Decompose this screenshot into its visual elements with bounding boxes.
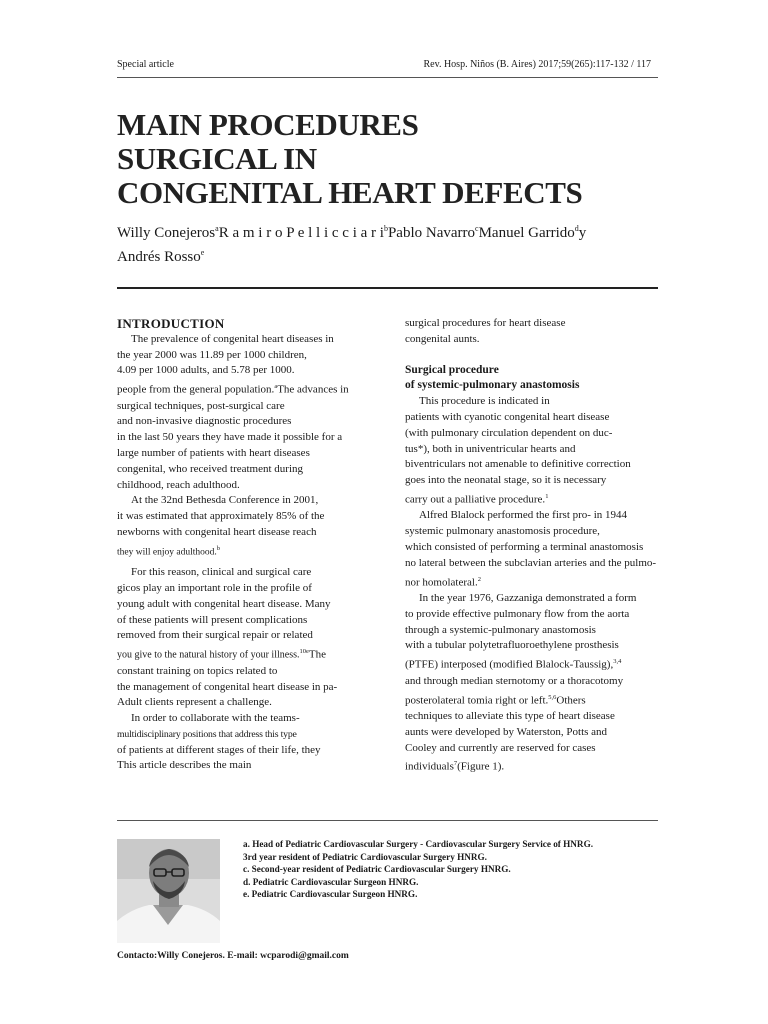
title-line-1: MAIN PROCEDURES bbox=[117, 107, 419, 142]
text-line: goes into the neonatal stage, so it is necessary bbox=[405, 474, 607, 487]
subsection-heading-line: Surgical procedure bbox=[405, 363, 499, 376]
text-line: The bbox=[308, 648, 326, 661]
footnote-item: c. Second-year resident of Pediatric Cardiovascular Surgery HNRG. bbox=[243, 864, 511, 874]
paragraph bbox=[405, 591, 661, 776]
footnote-item: 3rd year resident of Pediatric Cardiovascular Surgery HNRG. bbox=[243, 851, 487, 862]
text-line: nor homolateral. bbox=[405, 576, 478, 589]
text-line: to provide effective pulmonary flow from the aorta bbox=[405, 607, 630, 620]
text-line: Cooley and currently are reserved for cases bbox=[405, 741, 596, 754]
text-line: and through median sternotomy or a thoracotomy bbox=[405, 674, 624, 687]
text-line: At the 32nd Bethesda Conference in 2001, bbox=[131, 494, 319, 507]
subsection-heading bbox=[405, 363, 661, 395]
citation-mark: 7 bbox=[453, 760, 458, 768]
text-line: In the year 1976, Gazzaniga demonstrated a form bbox=[419, 592, 637, 605]
text-line: large number of patients with heart diseases bbox=[117, 447, 310, 460]
header-divider bbox=[117, 77, 658, 78]
text-line: patients with cyanotic congenital heart disease bbox=[405, 410, 610, 423]
affiliation-footnotes bbox=[243, 838, 688, 901]
right-column bbox=[405, 316, 661, 776]
citation-mark: a bbox=[274, 383, 278, 391]
text-line: young adult with congenital heart disease. Many bbox=[117, 597, 331, 610]
section-heading-introduction: INTRODUCTION bbox=[117, 316, 225, 331]
text-line: surgical procedures for heart disease bbox=[405, 317, 566, 329]
title-line-3: CONGENITAL HEART DEFECTS bbox=[117, 175, 583, 210]
text-line: (with pulmonary circulation dependent on duc- bbox=[405, 426, 613, 439]
text-line: the management of congenital heart disease in pa- bbox=[117, 680, 338, 693]
text-line: it was estimated that approximately 85% of the bbox=[117, 510, 325, 523]
text-line: For this reason, clinical and surgical care bbox=[131, 566, 312, 579]
text-line: of these patients will present complications bbox=[117, 613, 308, 626]
text-line: (Figure 1). bbox=[457, 761, 505, 773]
footnote-item: e. Pediatric Cardiovascular Surgeon HNRG. bbox=[243, 889, 418, 899]
journal-citation: Rev. Hosp. Niños (B. Aires) 2017;59(265):117-132 / 117 bbox=[423, 59, 651, 70]
author-name: R a m i r o P e l l i c c i a r i bbox=[218, 225, 384, 241]
text-line: 4.09 per 1000 adults, and 5.78 per 1000. bbox=[117, 364, 295, 377]
citation-mark: 5,6 bbox=[548, 693, 557, 701]
citation-mark: 1 bbox=[545, 492, 549, 500]
text-line: (PTFE) interposed (modified Blalock-Taussig), bbox=[405, 658, 614, 671]
text-line: surgical techniques, post-surgical care bbox=[117, 399, 285, 412]
paragraph bbox=[117, 493, 362, 561]
text-line: congenital, who received treatment during bbox=[117, 462, 304, 475]
citation-mark: 2 bbox=[477, 575, 481, 583]
text-line: Alfred Blalock performed the first pro- in 1944 bbox=[419, 509, 628, 522]
text-line: Others bbox=[556, 694, 586, 707]
text-line: the year 2000 was 11.89 per 1000 children, bbox=[117, 348, 307, 361]
text-line: removed from their surgical repair or related bbox=[117, 629, 313, 642]
text-line: and non-invasive diagnostic procedures bbox=[117, 415, 292, 428]
text-line: This article describes the main bbox=[117, 759, 252, 772]
text-line: multidisciplinary positions that address this type bbox=[117, 728, 297, 740]
author-affiliation-mark: b bbox=[383, 224, 388, 233]
text-line: congenital aunts. bbox=[405, 332, 480, 345]
paragraph bbox=[117, 332, 362, 494]
title-divider bbox=[117, 287, 658, 289]
paragraph bbox=[117, 711, 362, 774]
text-line: techniques to alleviate this type of heart disease bbox=[405, 709, 615, 722]
author-affiliation-mark: e bbox=[200, 248, 205, 257]
author-name: Willy Conejeros bbox=[117, 225, 216, 241]
citation-mark: 3,4 bbox=[613, 658, 622, 666]
text-line: gicos play an important role in the profile of bbox=[117, 582, 312, 595]
text-line: with a tubular polytetrafluoroethylene prosthesis bbox=[405, 639, 619, 652]
footnote-divider bbox=[117, 820, 658, 821]
text-line: systemic pulmonary anastomosis procedure, bbox=[405, 525, 600, 538]
footnote-item: a. Head of Pediatric Cardiovascular Surgery - Cardiovascular Surgery Service of HNRG. bbox=[243, 839, 594, 849]
citation-mark: b bbox=[216, 544, 220, 552]
author-name: Manuel Garrido bbox=[478, 225, 575, 241]
text-line: biventriculars not amenable to definitive correction bbox=[405, 458, 631, 471]
text-line: carry out a palliative procedure. bbox=[405, 493, 546, 506]
text-line: constant training on topics related to bbox=[117, 664, 278, 677]
text-line: newborns with congenital heart disease reach bbox=[117, 526, 317, 539]
text-line: In order to collaborate with the teams- bbox=[131, 712, 300, 725]
article-title bbox=[117, 108, 658, 210]
paragraph bbox=[405, 508, 661, 591]
text-line: in the last 50 years they have made it possible for a bbox=[117, 431, 343, 444]
text-line: The advances in bbox=[277, 383, 349, 396]
author-photo-illustration bbox=[117, 839, 220, 943]
text-line: no lateral between the subclavian arteries and the pulmo- bbox=[405, 556, 657, 569]
text-line: posterolateral tomia right or left. bbox=[405, 694, 549, 707]
author-name: Pablo Navarro bbox=[387, 225, 476, 241]
journal-section-label: Special article bbox=[117, 59, 174, 70]
author-list bbox=[117, 219, 658, 267]
text-line: This procedure is indicated in bbox=[419, 395, 550, 408]
text-line: of patients at different stages of their life, they bbox=[117, 743, 321, 756]
text-line: through a systemic-pulmonary anastomosis bbox=[405, 623, 596, 636]
text-line: childhood, reach adulthood. bbox=[117, 478, 240, 491]
author-affiliation-mark: c bbox=[475, 224, 479, 233]
title-line-2: SURGICAL IN bbox=[117, 141, 317, 176]
text-line: tus*), both in univentricular hearts and bbox=[405, 442, 576, 455]
author-affiliation-mark: d bbox=[574, 224, 579, 233]
text-line: you give to the natural history of your illness. bbox=[117, 649, 300, 661]
left-column bbox=[117, 316, 362, 774]
author-affiliation-mark: a bbox=[215, 224, 219, 233]
citation-mark: 10e bbox=[299, 648, 309, 656]
author-name: Andrés Rosso bbox=[117, 249, 201, 265]
author-connector: y bbox=[578, 225, 587, 241]
author-photo bbox=[117, 839, 220, 943]
text-line: people from the general population. bbox=[117, 383, 275, 396]
text-line: they will enjoy adulthood. bbox=[117, 547, 217, 558]
text-line: The prevalence of congenital heart diseases in bbox=[131, 332, 334, 345]
text-line: individuals bbox=[405, 761, 454, 773]
text-line: which consisted of performing a terminal anastomosis bbox=[405, 541, 644, 554]
paragraph bbox=[405, 394, 661, 508]
footnote-item: d. Pediatric Cardiovascular Surgeon HNRG. bbox=[243, 876, 419, 887]
text-line: aunts were developed by Waterston, Potts and bbox=[405, 725, 608, 738]
paragraph bbox=[117, 565, 362, 711]
text-line: Adult clients represent a challenge. bbox=[117, 696, 272, 709]
paragraph bbox=[405, 316, 661, 348]
contact-line: Contacto:Willy Conejeros. E-mail: wcparodi@gmail.com bbox=[117, 951, 349, 961]
subsection-heading-line: of systemic-pulmonary anastomosis bbox=[405, 379, 580, 392]
